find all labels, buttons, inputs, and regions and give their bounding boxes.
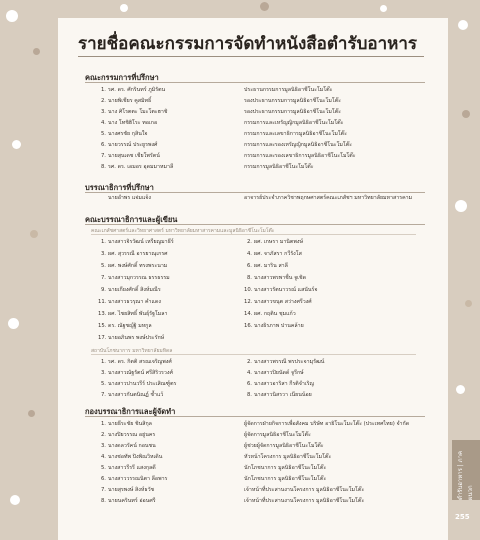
staff-name	[98, 487, 154, 494]
decor-dot	[456, 385, 465, 394]
row-text: นางสาวรีรรี แสงกุลดี	[108, 465, 156, 471]
row-text: นางสาวอาริสา กีรติจำเริญ	[254, 381, 314, 387]
row-text: รองประธานกรรมการมูลนิธิอาชีโนะโมโต๊ะ	[244, 109, 342, 115]
row-number: 6.	[100, 476, 106, 482]
row-number: 3.	[100, 109, 106, 115]
editor-right	[244, 359, 324, 366]
editor-right	[244, 251, 302, 258]
editor-right	[244, 370, 304, 377]
row-text: รศ. ดร. เอมอร อุดมมาหมาลี	[108, 164, 174, 170]
row-text: นางสาวกันตนิณฏ์ ช้ำแว้	[108, 392, 164, 398]
editors-divider	[85, 224, 425, 225]
advisor-role	[244, 142, 352, 149]
staff-role	[244, 476, 326, 483]
row-text: นางปิยวรรณ อยู่นคร	[108, 432, 156, 438]
row-text: รศ. ดร. ศักรินทร์ ภูมิรัตน	[108, 87, 166, 93]
row-text: ผศ. พงษ์ศักดิ์ ทรงพระนาม	[108, 263, 168, 269]
row-text: กรรมการมูลนิธิอาชีโนะโมโต๊ะ	[244, 164, 314, 170]
editor-left	[98, 335, 164, 342]
page-number: 255	[455, 513, 470, 521]
row-text: นางสาวมุกวรรณ ธรรธรรม	[108, 275, 170, 281]
row-number: 15.	[98, 323, 107, 329]
editor-right	[244, 275, 306, 282]
row-text: เจ้าหน้าที่ประสานงานโครงการ มูลนิธิอาชีโนะโมโต๊ะ	[244, 487, 365, 493]
editor-left	[98, 370, 173, 377]
row-number: 8.	[100, 164, 106, 170]
row-text: กรรมการและเลขาธิการมูลนิธิอาชีโนะโมโต๊ะ	[244, 131, 347, 137]
row-text: นางสาวนิสรวา เนียนน้อย	[254, 392, 312, 398]
editor-left	[98, 275, 170, 282]
row-number: 3.	[100, 251, 106, 257]
advisor-name	[98, 98, 151, 105]
row-text: นักโภชนาการ มูลนิธิอาชีโนะโมโต๊ะ	[244, 465, 327, 471]
decor-dot	[455, 200, 467, 212]
editor-left	[98, 359, 172, 366]
decor-dot	[120, 4, 128, 12]
editor-right	[244, 392, 312, 399]
editor-left	[98, 251, 168, 258]
section-side-tab: ตำรับอาหาร | ภาคผนวก	[452, 440, 480, 500]
row-text: ผศ. มาริน สาลี	[254, 263, 288, 269]
row-number: 2.	[100, 98, 106, 104]
advisor-role	[244, 153, 356, 160]
advisors-divider	[85, 82, 425, 83]
decor-dot	[30, 230, 38, 238]
decor-dot	[458, 20, 468, 30]
row-text: นางสาวณัฐรัตน์ ศรีสิริวรวงศ์	[108, 370, 173, 376]
row-text: ผู้จัดการมูลนิธิอาชีโนะโมโต๊ะ	[244, 432, 311, 438]
row-number: 13.	[98, 311, 107, 317]
staff-name	[98, 454, 162, 461]
editor-left	[98, 311, 168, 318]
advisor-name	[98, 120, 157, 127]
editor-right	[244, 311, 296, 318]
page-title: รายชื่อคณะกรรมการจัดทำหนังสือตำรับอาหาร	[78, 34, 418, 54]
staff-name	[98, 465, 156, 472]
row-text: นายเกียงศักดิ์ สิงห์มณีร	[108, 287, 161, 293]
decor-dot	[33, 48, 40, 55]
editor-left	[98, 323, 152, 330]
row-text: นางสาวธวรุณา คำแดง	[108, 299, 161, 305]
row-text: เจ้าหน้าที่ประสานงานโครงการ มูลนิธิอาชีโนะโมโต๊ะ	[244, 498, 365, 504]
editors-subheading-1: คณะเภสัชศาสตร์และวิทยาศาสตร์ มหาวิทยาลัยมหาสารคามและมูลนิธิอาชีโนะโมโต๊ะ	[91, 228, 275, 234]
row-text: นายอภินพร พงษ์ประรักษ์	[108, 335, 165, 341]
row-text: นางช่อทัพ ปิงพิณวิหเดิน	[108, 454, 163, 460]
row-number: 10.	[244, 287, 253, 293]
staff-name	[98, 476, 167, 483]
row-number: 1.	[100, 87, 106, 93]
row-number: 9.	[100, 287, 106, 293]
row-text: กรรมการและรองเลขาธิการมูลนิธิอาชีโนะโมโต๊ะ	[244, 153, 356, 159]
row-text: นายธีระชัย ชินสิกุล	[108, 421, 152, 427]
editor-left	[98, 392, 163, 399]
editor-right	[244, 239, 303, 246]
decor-dot	[28, 410, 35, 417]
row-number: 4.	[246, 251, 252, 257]
row-text: ผศ. จาภัสรา กวีรังโส	[254, 251, 302, 257]
staff-role	[244, 454, 331, 461]
decor-dot	[10, 495, 20, 505]
row-number: 4.	[100, 120, 106, 126]
advisor-name	[98, 131, 148, 138]
row-text: นายสุนเดช เชียโพรัตน์	[108, 153, 160, 159]
editor-right	[244, 381, 314, 388]
row-text: ผู้ช่วยผู้จัดการมูลนิธิอาชีโนะโมโต๊ะ	[244, 443, 324, 449]
editor-left	[98, 299, 161, 306]
decor-dot	[8, 318, 19, 329]
row-text: ผศ. ไชยสิทธิ์ พันธุ์รัฐโมลา	[108, 311, 168, 317]
row-text: นาง โทชิฮิโระ ทอเกอ	[108, 120, 158, 126]
advisor-name	[98, 87, 165, 94]
advisor-role	[244, 87, 332, 94]
editor-right	[244, 299, 312, 306]
editors-subdivider-2	[91, 354, 416, 355]
row-number: 8.	[246, 275, 252, 281]
staff-role	[244, 432, 311, 439]
row-text: หัวหน้าโครงการ มูลนิธิอาชีโนะโมโต๊ะ	[244, 454, 332, 460]
staff-role	[244, 421, 409, 428]
decor-dot	[462, 110, 470, 118]
row-text: นางธิรภาพ ปานคล้าย	[254, 323, 304, 329]
row-text: ดร. ณัฐชญ์ฐิ มหกูล	[108, 323, 152, 329]
advisor-role	[244, 98, 341, 105]
decor-dot	[12, 140, 21, 149]
advisor-name	[98, 109, 167, 116]
advisor-role	[244, 109, 341, 116]
advisor-role	[244, 131, 347, 138]
staff-divider	[85, 416, 425, 417]
row-text: กรรมการและรองเหรัญญิกมูลนิธิอาชีโนะโมโต๊ะ	[244, 142, 353, 148]
row-text: ผศ. เกษรา มานิตพงษ์	[254, 239, 303, 245]
advisor-name	[98, 153, 160, 160]
row-text: นางศรชัย กุสินใจ	[108, 131, 148, 137]
decor-dot	[380, 5, 387, 12]
row-text: นายวรรณ์ ประยูรพงศ์	[108, 142, 158, 148]
row-text: กรรมการและเหรัญญิกมูลนิธิอาชีโนะโมโต๊ะ	[244, 120, 344, 126]
advisor-role	[244, 164, 314, 171]
editors-subheading-2: สถาบันโภชนาการ มหาวิทยาลัยมหิดล	[91, 348, 173, 354]
editor-right	[244, 263, 288, 270]
editor-left	[98, 287, 161, 294]
row-number: 4.	[100, 454, 106, 460]
staff-heading: กองบรรณาธิการและผู้จัดทำ	[85, 407, 176, 416]
row-number: 1.	[100, 239, 106, 245]
row-number: 5.	[100, 263, 106, 269]
row-number: 1.	[100, 421, 106, 427]
row-number: 7.	[100, 275, 106, 281]
row-text: นายพิเชียร คูสมิทธิ์	[108, 98, 152, 104]
row-number: 16.	[244, 323, 253, 329]
row-number: 5.	[100, 465, 106, 471]
content-card	[58, 18, 448, 540]
row-number: 1.	[100, 359, 106, 365]
row-text: รศ. ดร. กิตติ สรณเจริญพงศ์	[108, 359, 172, 365]
row-text: นางสาวปานวรีร์ ประเสิณฑู้ตร	[108, 381, 177, 387]
editors-heading: คณะบรรณาธิการและผู้เขียน	[85, 215, 178, 224]
row-number: 2.	[246, 359, 252, 365]
row-number: 3.	[100, 370, 106, 376]
row-text: นางสาวปิยนัดด์ จูรีกษ์	[254, 370, 304, 376]
staff-role	[244, 443, 324, 450]
row-text: นายสุรพงษ์ สิงห์ธวัช	[108, 487, 155, 493]
row-text: รองประธานกรรมการมูลนิธิอาชีโนะโมโต๊ะ	[244, 98, 342, 104]
row-number: 8.	[100, 498, 106, 504]
staff-name	[98, 498, 156, 505]
staff-name	[98, 443, 156, 450]
row-text: ผศ. กฤติน ชุมแก้ว	[254, 311, 296, 317]
staff-role	[244, 465, 326, 472]
row-text: นางสาววรรณนิตา ลีอพาร	[108, 476, 168, 482]
row-number: 2.	[246, 239, 252, 245]
editor-right	[244, 323, 304, 330]
row-text: นาง ศิโรตตะ โมะโตะฮาชิ	[108, 109, 168, 115]
row-number: 7.	[100, 392, 106, 398]
row-text: นางสาวรัตนาวรณ์ แสนันร์จ	[254, 287, 318, 293]
decor-dot	[465, 300, 472, 307]
row-text: นางสาวขนุต สว่างศรีวงศ์	[254, 299, 312, 305]
row-number: 12.	[244, 299, 253, 305]
staff-name	[98, 421, 152, 428]
row-text: นางสาวจิรวัฒน์ เหรียญมาธีร์	[108, 239, 174, 245]
row-number: 5.	[100, 131, 106, 137]
editor-advisor-role: อาจารย์ประจำภาควิชาพฤกษศาสตร์คณะเภสัชฯ มหาวิทยาลัยมหาสารคาม	[244, 195, 413, 201]
advisor-role	[244, 120, 343, 127]
row-text: นางดลวรัคน์ กอนชน	[108, 443, 156, 449]
row-number: 7.	[100, 487, 106, 493]
decor-dot	[6, 10, 18, 22]
editor-advisor-divider	[85, 192, 425, 193]
editor-left	[98, 239, 174, 246]
editor-left	[98, 263, 167, 270]
row-number: 6.	[246, 381, 252, 387]
row-text: นางสาวพรรณี พรประจามุรัฒน์	[254, 359, 325, 365]
title-divider	[78, 56, 424, 57]
row-text: ผศ. สุวรรณี อารยาณุเกรศ	[108, 251, 168, 257]
advisor-name	[98, 142, 157, 149]
staff-role	[244, 498, 364, 505]
decor-dot	[260, 2, 269, 11]
editor-advisor-heading: บรรณาธิการที่ปรึกษา	[85, 183, 154, 192]
row-number: 14.	[244, 311, 253, 317]
row-text: นักโภชนาการ มูลนิธิอาชีโนะโมโต๊ะ	[244, 476, 327, 482]
row-number: 6.	[100, 142, 106, 148]
editor-right	[244, 287, 318, 294]
editor-advisor-name: นายอำพร แจ่มแจ้ง	[108, 195, 151, 201]
row-text: ผู้จัดการฝ่ายกิจการเพื่อสังคม บริษัท อายิโนะโมะโต๊ะ (ประเทศไทย) จำกัด	[244, 421, 410, 427]
row-text: นายนครินทร์ อ่อนศรี	[108, 498, 156, 504]
row-number: 17.	[98, 335, 107, 341]
advisors-heading: คณะกรรมการที่ปรึกษา	[85, 73, 159, 82]
row-number: 8.	[246, 392, 252, 398]
row-number: 4.	[246, 370, 252, 376]
staff-name	[98, 432, 155, 439]
editor-left	[98, 381, 176, 388]
advisor-name	[98, 164, 173, 171]
row-number: 11.	[98, 299, 107, 305]
row-text: นางสาวพรพาชื่น จูเชิด	[254, 275, 307, 281]
row-text: ประธานกรรมการมูลนิธิอาชีโนะโมโต๊ะ	[244, 87, 333, 93]
row-number: 6.	[246, 263, 252, 269]
row-number: 5.	[100, 381, 106, 387]
row-number: 2.	[100, 432, 106, 438]
row-number: 7.	[100, 153, 106, 159]
row-number: 3.	[100, 443, 106, 449]
staff-role	[244, 487, 364, 494]
editors-subdivider-1	[91, 234, 416, 235]
